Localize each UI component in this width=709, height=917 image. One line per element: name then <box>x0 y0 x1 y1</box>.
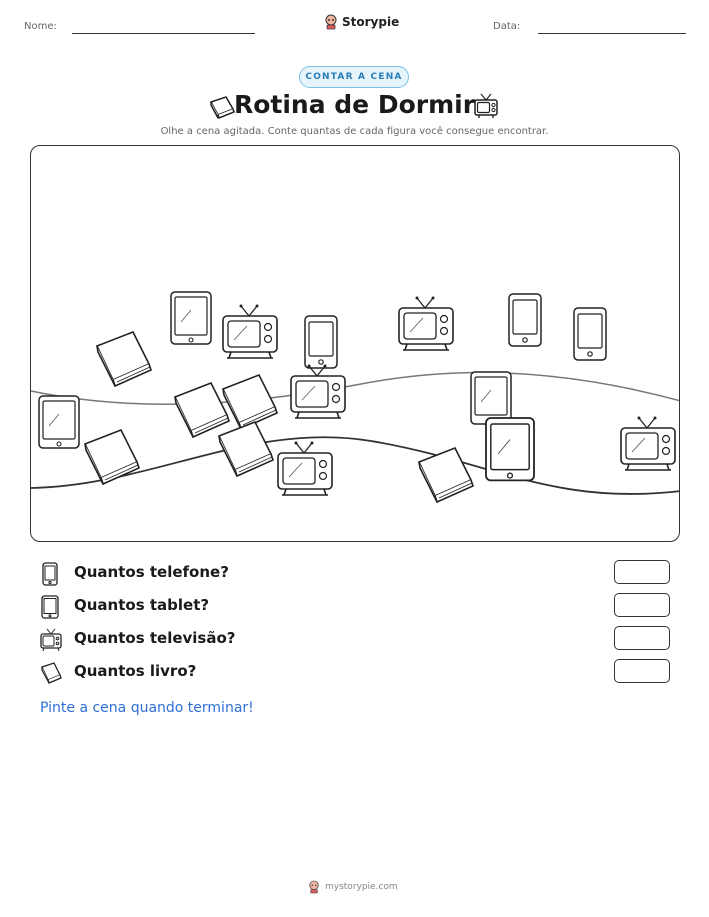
scene-tv <box>621 417 675 471</box>
activity-badge: CONTAR A CENA <box>299 66 409 88</box>
scene-tv <box>399 297 453 351</box>
scene-book <box>97 332 151 386</box>
answer-box[interactable] <box>614 560 670 584</box>
site-url: mystorypie.com <box>325 882 398 892</box>
scene-tablet <box>471 372 511 424</box>
date-field[interactable] <box>538 33 686 34</box>
scene-book <box>85 430 139 484</box>
tv-icon <box>472 92 500 120</box>
scene-phone <box>509 294 541 346</box>
scene-tv <box>278 442 332 496</box>
scene-drawing <box>31 146 680 542</box>
page-title: Rotina de Dormir <box>233 90 476 119</box>
question-row <box>40 659 670 685</box>
question-row <box>40 626 670 652</box>
answer-box[interactable] <box>614 626 670 650</box>
coloring-instruction: Pinte a cena quando terminar! <box>40 700 254 716</box>
tv-icon <box>40 628 62 652</box>
counting-scene <box>30 145 680 542</box>
question-label: Quantos tablet? <box>74 596 210 614</box>
scene-phone <box>305 316 337 368</box>
scene-book <box>175 383 229 437</box>
scene-tv <box>291 365 345 419</box>
date-label: Data: <box>493 21 521 32</box>
scene-tablet <box>39 396 79 448</box>
phone-icon <box>40 562 60 586</box>
scene-book <box>219 422 273 476</box>
scene-tablet <box>486 418 534 480</box>
site-footer <box>308 880 398 894</box>
answer-box[interactable] <box>614 659 670 683</box>
scene-tv <box>223 305 277 359</box>
scene-book <box>419 448 473 502</box>
brand-name: Storypie <box>342 15 400 29</box>
brand-logo <box>324 14 399 30</box>
book-icon <box>40 661 62 685</box>
name-label: Nome: <box>24 21 57 32</box>
name-field[interactable] <box>72 33 255 34</box>
question-label: Quantos livro? <box>74 662 197 680</box>
instructions: Olhe a cena agitada. Conte quantas de cada figura você consegue encontrar. <box>160 126 549 137</box>
question-label: Quantos telefone? <box>74 563 229 581</box>
mascot-icon <box>324 14 338 30</box>
question-label: Quantos televisão? <box>74 629 236 647</box>
question-row <box>40 560 670 586</box>
scene-book <box>223 375 277 429</box>
answer-box[interactable] <box>614 593 670 617</box>
tablet-icon <box>40 595 60 619</box>
mascot-icon <box>308 880 320 894</box>
scene-phone <box>574 308 606 360</box>
scene-tablet <box>171 292 211 344</box>
question-row <box>40 593 670 619</box>
